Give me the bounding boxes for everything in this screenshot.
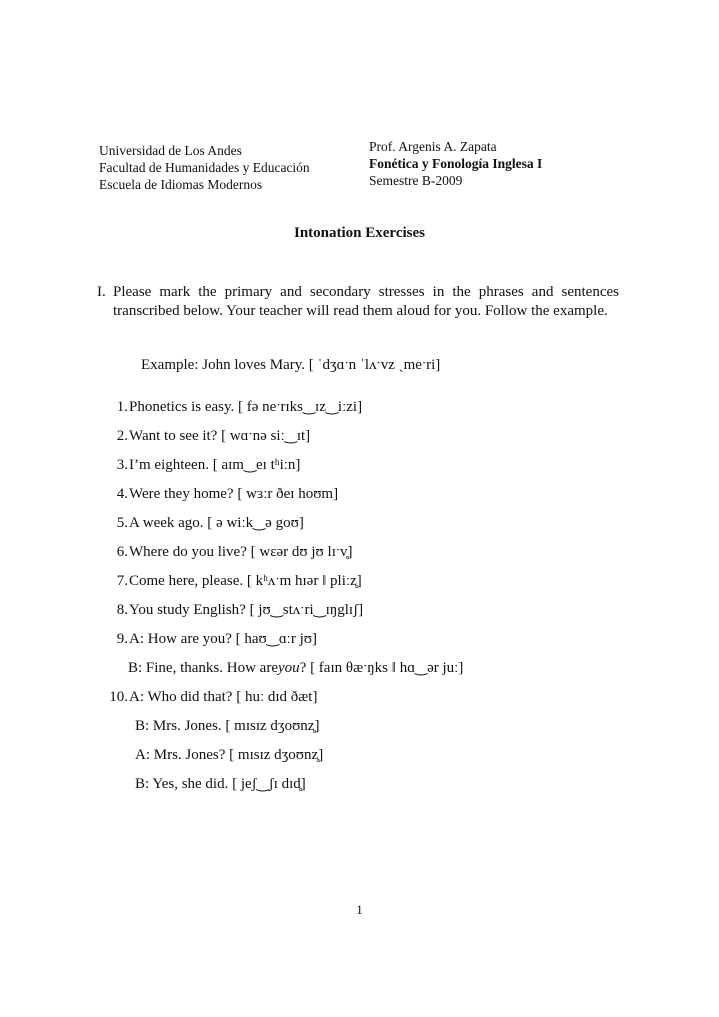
exercise-item: 5. A week ago. [ ə wiːk‿ə goʊ] — [116, 515, 304, 531]
exercise-item: 3. I’m eighteen. [ aɪm‿eɪ tʰiːn] — [116, 457, 301, 473]
exercise-item: 1. Phonetics is easy. [ fə neˑrɪks‿ɪz‿iːzi] — [116, 399, 363, 415]
institution-block — [99, 142, 310, 193]
exercise-item: 2. Want to see it? [ wɑˑnə siː‿ɪt] — [116, 428, 311, 444]
professor-name: Prof. Argenis A. Zapata — [369, 139, 497, 154]
section-number: I. — [97, 284, 106, 300]
exercise-item-10-line: B: Mrs. Jones. [ mɪsɪz dʒoʊnz̥] — [135, 718, 320, 734]
school-name: Escuela de Idiomas Modernos — [99, 177, 263, 192]
exercise-item: 6. Where do you live? [ wɛər dʊ jʊ lɪˑv̥] — [116, 544, 353, 560]
example-line: Example: John loves Mary. [ ˈdʒɑˑn ˈlʌˑvz ˎmeˑri] — [141, 357, 441, 373]
instructions-text: Please mark the primary and secondary stresses in the phrases and sentences transcribed below. Your teacher will read them aloud for you. Follow the example. — [113, 284, 619, 319]
university-name: Universidad de Los Andes — [99, 143, 242, 158]
section-instructions — [97, 283, 619, 321]
exercise-item: 10. A: Who did that? [ huː dɪd ðæt] — [109, 689, 318, 705]
emphasis-you: you — [277, 660, 300, 676]
exercise-item: 7. Come here, please. [ kʰʌˑm hɪər ǁ pliːz̥] — [116, 573, 362, 589]
exercise-item-10-line: B: Yes, she did. [ jeʃ‿ʃɪ dɪd̥] — [135, 776, 306, 792]
exercise-item-10-line: A: Mrs. Jones? [ mɪsɪz dʒoʊnz̥] — [135, 747, 324, 763]
exercise-item: 8. You study English? [ jʊ‿stʌˑri‿ɪŋglɪʃ] — [116, 602, 364, 618]
faculty-name: Facultad de Humanidades y Educación — [99, 160, 310, 175]
page-number: 1 — [356, 902, 363, 917]
exercise-item: 4. Were they home? [ wɜːr ðeɪ hoʊm] — [116, 486, 339, 502]
exercise-item-9b: B: Fine, thanks. How are you ? [ faɪn θæˑŋks ǁ hɑ‿ər juː] — [113, 657, 463, 686]
semester: Semestre B-2009 — [369, 173, 463, 188]
course-info-block — [369, 138, 542, 189]
exercise-item: 9. A: How are you? [ haʊ‿ɑːr jʊ] — [116, 631, 317, 647]
page-title: Intonation Exercises — [294, 225, 425, 241]
course-name: Fonética y Fonología Inglesa I — [369, 156, 543, 171]
exercise-list — [109, 396, 464, 802]
